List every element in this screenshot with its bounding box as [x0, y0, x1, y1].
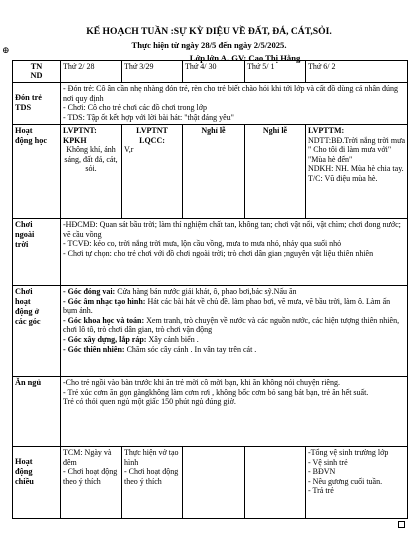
row-don-tre — [13, 83, 408, 125]
choi-goc-content — [61, 286, 408, 377]
table-move-handle-icon[interactable]: ⊕ — [2, 45, 10, 55]
don-tre-line: - TDS: Tập ốt kết hợp với lời bài hát: "thật đáng yêu" — [63, 112, 234, 122]
row-choi-ngoai-troi — [13, 219, 408, 286]
don-tre-content — [61, 83, 408, 125]
chieu-tue — [122, 447, 183, 519]
chieu-fri-line: - Nêu gương cuối tuần. — [308, 476, 383, 486]
ngoai-troi-line: - Chơi tự chọn: cho trẻ chơi với đồ chơi ngoài trời; trò chơi dân gian ;nguyên vật liệu thiên nhiên — [63, 248, 374, 258]
row-label-an-ngu: Ăn ngủ — [13, 377, 61, 447]
row-an-ngu — [13, 377, 408, 447]
chieu-fri-line: - Vệ sinh trẻ — [308, 457, 348, 467]
goc-item — [63, 345, 405, 355]
hoc-fri — [306, 125, 408, 219]
day-wed: Thứ 4/ 30 — [183, 61, 245, 83]
an-ngu-line: - Trẻ xúc cơm ăn gọn gàngkhông làm cơm rơi , không bốc cơm bỏ sang bát bạn, trẻ ăn hết suất. — [63, 387, 369, 397]
row-hoat-dong-hoc — [13, 125, 408, 219]
day-fri: Thứ 6/ 2 — [306, 61, 408, 83]
chieu-fri — [306, 447, 408, 519]
header-row — [13, 61, 408, 83]
row-label-hoat-dong-hoc: Hoạt động học — [13, 125, 61, 219]
hoc-fri-line: T/C: Vũ điệu mùa hè. — [308, 173, 378, 183]
class-teacher: Lớp lớn A. GV: Cao Thị Hằng — [189, 53, 301, 63]
row-label-choi-ngoai-troi: Chơi ngoài trời — [13, 219, 61, 286]
day-tue: Thứ 3/29 — [122, 61, 183, 83]
don-tre-line: - Chơi: Cô cho trẻ chơi các đồ chơi trong lớp — [63, 103, 207, 113]
chieu-tue-line: Thực hiện vở tạo hình — [124, 448, 179, 467]
chieu-mon — [61, 447, 122, 519]
weekly-plan-table — [12, 60, 408, 519]
goc-text: Xây cảnh biển . — [146, 334, 199, 344]
ngoai-troi-line: - TCVĐ: kéo co, trời nắng trời mưa, lộn cầu vồng, mưa to mưa nhỏ, nhảy qua suối nhỏ — [63, 239, 342, 249]
goc-head: - Góc thiên nhiên: — [63, 344, 125, 354]
goc-head: - Góc khoa học và toán: — [63, 315, 145, 325]
table-resize-handle[interactable] — [398, 521, 405, 528]
chieu-tue-line: - Chơi hoạt động theo ý thích — [124, 467, 179, 486]
chieu-thu — [245, 447, 306, 519]
day-mon: Thứ 2/ 28 — [61, 61, 122, 83]
hoc-tue — [122, 125, 183, 219]
chieu-fri-line: -Tổng vệ sinh trường lớp — [308, 448, 389, 457]
chieu-fri-line: - Trả trẻ — [308, 486, 334, 496]
hoc-wed: Nghỉ lễ — [183, 125, 245, 219]
goc-text: Hát các bài hát về chủ đề. làm phao bơi, vẽ mưa, vẽ bầu trời, làm ô. Làm ấn bụm ảnh. — [63, 296, 391, 316]
goc-item — [63, 287, 405, 297]
day-thu: Thứ 5/ 1 — [245, 61, 306, 83]
corner-cell: TN ND — [13, 61, 61, 83]
hoc-mon — [61, 125, 122, 219]
chieu-mon-line: TCM: Ngày và đêm — [63, 448, 112, 467]
hoc-thu: Nghỉ lễ — [245, 125, 306, 219]
hoc-fri-line: NDTT:BĐ.Trời nắng trời mưa — [308, 135, 405, 145]
choi-ngoai-troi-content — [61, 219, 408, 286]
ngoai-troi-line: -HĐCMĐ: Quan sát bầu trời; làm thí nghiệm chất tan, không tan; chơi vật nổi, vật chìm; chơi đong nước; vẽ cầu vồng — [63, 220, 401, 239]
goc-text: Xem tranh, trò chuyện về nước và các nguồn nước, các hiện tượng thiên nhiên, chơi lô tô, trò chơi dân gian, trò chơi vận động — [63, 315, 400, 335]
goc-head: - Góc xây dựng, lắp ráp: — [63, 334, 147, 344]
hoc-mon-title: LVPTNT: KPKH — [63, 126, 97, 145]
plan-dates: Thực hiện từ ngày 28/5 đến ngày 2/5/2025. — [131, 40, 287, 50]
don-tre-line: - Đón trẻ: Cô ân cần nhẹ nhàng đón trẻ, rèn cho trẻ biết chào hỏi khi tới lớp và cất đồ dùng cá nhân đúng nơi quy định — [63, 84, 399, 103]
hoc-fri-line: " Cho tôi đi làm mưa với" "Mùa hè đến" — [308, 145, 392, 164]
goc-head: - Góc âm nhạc tạo hình: — [63, 296, 146, 306]
row-label-don-tre: Đón trẻ TDS — [13, 83, 61, 125]
chieu-fri-line: - BĐVN — [308, 467, 336, 477]
an-ngu-line: Trẻ có thói quen ngủ một giấc 150 phút ngủ đúng giờ. — [63, 397, 236, 407]
an-ngu-content — [61, 377, 408, 447]
hoc-fri-title: LVPTTM: — [308, 126, 345, 135]
row-hoat-dong-chieu — [13, 447, 408, 519]
goc-item — [63, 316, 405, 335]
hoc-tue-body: V,r — [124, 145, 134, 155]
goc-text: Cửa hàng bán nước giải khát, ô, phao bơi,bác sỹ.Nấu ăn — [115, 287, 297, 296]
goc-text: Chăm sóc cây cảnh . In vân tay trên cát . — [124, 344, 257, 354]
goc-item — [63, 335, 405, 345]
chieu-wed — [183, 447, 245, 519]
row-label-choi-goc: Chơi hoạt động ở các góc — [13, 286, 61, 377]
plan-title: KẾ HOẠCH TUẦN :SỰ KỲ DIỆU VỀ ĐẤT, ĐÁ, CÁT,SỎI. — [86, 26, 332, 37]
chieu-mon-line: - Chơi hoạt động theo ý thích — [63, 467, 118, 486]
goc-item — [63, 297, 405, 316]
an-ngu-line: -Cho trẻ ngồi vào bàn trước khi ăn trẻ mời cô mời bạn, khi ăn không nói chuyện riêng. — [63, 378, 340, 387]
hoc-tue-title: LVPTNT LQCC: — [136, 126, 168, 145]
goc-head: - Góc đóng vai: — [63, 287, 116, 296]
row-label-hoat-dong-chieu: Hoạt động chiều — [13, 447, 61, 519]
row-choi-goc — [13, 286, 408, 377]
hoc-fri-line: NDKH: NH. Mùa hè chia tay. — [308, 164, 404, 174]
hoc-mon-body: Không khí, ánh sáng, đất đá, cát, sỏi. — [64, 145, 118, 174]
